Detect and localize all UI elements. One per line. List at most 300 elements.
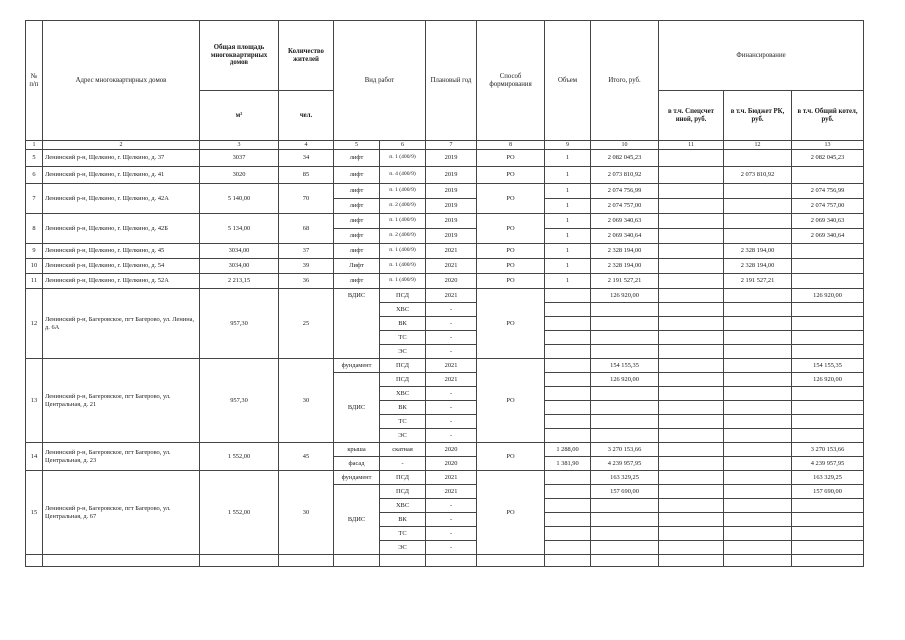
row-work: лифт bbox=[334, 184, 380, 199]
row-work: лифт bbox=[334, 274, 380, 289]
row-fin-budget: 2 073 810,92 bbox=[724, 167, 792, 184]
header-fin-common: в т.ч. Общий котел, руб. bbox=[792, 91, 864, 141]
row-address: Ленинский р-н, Щелкино, г. Щелкино, д. 37 bbox=[43, 150, 200, 167]
row-year: 2021 bbox=[426, 259, 477, 274]
row-volume: 1 bbox=[545, 184, 591, 199]
row-volume: 1 288,00 bbox=[545, 443, 591, 457]
row-fin-common bbox=[792, 303, 864, 317]
row-work-detail: ХВС bbox=[380, 499, 426, 513]
row-fin-special bbox=[659, 415, 724, 429]
row-fin-common: 2 069 340,64 bbox=[792, 229, 864, 244]
row-volume: 1 381,90 bbox=[545, 457, 591, 471]
row-total bbox=[591, 513, 659, 527]
row-fin-common bbox=[792, 244, 864, 259]
row-number: 13 bbox=[26, 359, 43, 443]
row-fin-special bbox=[659, 387, 724, 401]
row-work-detail: ВК bbox=[380, 513, 426, 527]
row-volume: 1 bbox=[545, 214, 591, 229]
row-fin-budget bbox=[724, 387, 792, 401]
row-total: 2 073 810,92 bbox=[591, 167, 659, 184]
header-formation-method: Способ формирования bbox=[477, 21, 545, 141]
row-fin-budget bbox=[724, 499, 792, 513]
row-work-detail: ПСД bbox=[380, 289, 426, 303]
row-number: 7 bbox=[26, 184, 43, 214]
header-fin-special: в т.ч. Спецсчет иной, руб. bbox=[659, 91, 724, 141]
table-row bbox=[26, 244, 864, 259]
col-number: 8 bbox=[477, 141, 545, 150]
row-number: 5 bbox=[26, 150, 43, 167]
row-year: 2021 bbox=[426, 359, 477, 373]
row-year: - bbox=[426, 541, 477, 555]
row-fin-common: 4 239 957,95 bbox=[792, 457, 864, 471]
row-volume: 1 bbox=[545, 229, 591, 244]
row-fin-special bbox=[659, 401, 724, 415]
row-volume bbox=[545, 345, 591, 359]
row-volume bbox=[545, 387, 591, 401]
row-total bbox=[591, 387, 659, 401]
row-year: - bbox=[426, 429, 477, 443]
row-year: - bbox=[426, 401, 477, 415]
row-residents: 70 bbox=[279, 184, 334, 214]
row-work-detail: ПСД bbox=[380, 485, 426, 499]
row-volume bbox=[545, 317, 591, 331]
row-work: лифт bbox=[334, 244, 380, 259]
row-volume bbox=[545, 359, 591, 373]
row-fin-budget bbox=[724, 184, 792, 199]
header-fin-budget: в т.ч. Бюджет РК, руб. bbox=[724, 91, 792, 141]
row-residents: 39 bbox=[279, 259, 334, 274]
row-year: 2021 bbox=[426, 471, 477, 485]
row-fin-special bbox=[659, 259, 724, 274]
row-year: 2021 bbox=[426, 289, 477, 303]
row-fin-budget bbox=[724, 415, 792, 429]
row-volume: 1 bbox=[545, 150, 591, 167]
row-fin-budget bbox=[724, 345, 792, 359]
row-work-detail: ПСД bbox=[380, 359, 426, 373]
row-work-detail: ТС bbox=[380, 331, 426, 345]
row-address: Ленинский р-н, Щелкино, г. Щелкино, д. 52А bbox=[43, 274, 200, 289]
col-number: 3 bbox=[200, 141, 279, 150]
column-numbers-row bbox=[26, 141, 864, 150]
row-address: Ленинский р-н, Багеровское, пгт Багерово, ул. Центральная, д. 67 bbox=[43, 471, 200, 555]
row-volume: 1 bbox=[545, 199, 591, 214]
row-fin-budget bbox=[724, 471, 792, 485]
row-fin-common bbox=[792, 331, 864, 345]
row-work: ВДИС bbox=[334, 289, 380, 359]
row-work-detail: ХВС bbox=[380, 303, 426, 317]
row-residents: 37 bbox=[279, 244, 334, 259]
row-volume bbox=[545, 429, 591, 443]
row-year: 2019 bbox=[426, 150, 477, 167]
row-residents: 30 bbox=[279, 471, 334, 555]
row-fin-budget bbox=[724, 199, 792, 214]
row-year: 2020 bbox=[426, 274, 477, 289]
row-year: - bbox=[426, 513, 477, 527]
row-total: 2 074 757,00 bbox=[591, 199, 659, 214]
table-row bbox=[26, 359, 864, 373]
row-total: 2 074 756,99 bbox=[591, 184, 659, 199]
row-method: РО bbox=[477, 244, 545, 259]
row-method: РО bbox=[477, 184, 545, 214]
row-work-detail: п. 1 (400/9) bbox=[380, 259, 426, 274]
row-fin-special bbox=[659, 513, 724, 527]
row-area: 957,30 bbox=[200, 359, 279, 443]
col-number: 5 bbox=[334, 141, 380, 150]
table-row bbox=[26, 150, 864, 167]
table-row bbox=[26, 555, 864, 567]
row-fin-budget bbox=[724, 429, 792, 443]
row-work-detail: п. 1 (400/9) bbox=[380, 274, 426, 289]
row-work-detail: ПСД bbox=[380, 373, 426, 387]
row-method: РО bbox=[477, 150, 545, 167]
row-fin-common: 2 074 757,00 bbox=[792, 199, 864, 214]
row-fin-common bbox=[792, 345, 864, 359]
row-work: лифт bbox=[334, 150, 380, 167]
row-year: - bbox=[426, 387, 477, 401]
row-volume bbox=[545, 401, 591, 415]
row-year: - bbox=[426, 303, 477, 317]
header-work-type: Вид работ bbox=[334, 21, 426, 141]
row-work: лифт bbox=[334, 214, 380, 229]
row-fin-special bbox=[659, 499, 724, 513]
row-fin-special bbox=[659, 457, 724, 471]
unit-area: м² bbox=[200, 91, 279, 141]
row-area: 1 552,00 bbox=[200, 443, 279, 471]
header-plan-year: Плановый год bbox=[426, 21, 477, 141]
row-fin-special bbox=[659, 541, 724, 555]
row-fin-budget bbox=[724, 443, 792, 457]
row-fin-common bbox=[792, 387, 864, 401]
row-work-detail: ЭС bbox=[380, 345, 426, 359]
row-total bbox=[591, 345, 659, 359]
row-total: 154 155,35 bbox=[591, 359, 659, 373]
row-fin-budget bbox=[724, 317, 792, 331]
row-total bbox=[591, 331, 659, 345]
row-work: лифт bbox=[334, 167, 380, 184]
row-work: крыша bbox=[334, 443, 380, 457]
row-fin-budget bbox=[724, 541, 792, 555]
row-fin-common: 2 074 756,99 bbox=[792, 184, 864, 199]
row-volume bbox=[545, 289, 591, 303]
row-number: 8 bbox=[26, 214, 43, 244]
col-number: 4 bbox=[279, 141, 334, 150]
housing-repair-table bbox=[25, 20, 864, 567]
row-fin-budget bbox=[724, 485, 792, 499]
row-method: РО bbox=[477, 443, 545, 471]
header-volume: Объем bbox=[545, 21, 591, 141]
row-fin-budget bbox=[724, 457, 792, 471]
col-number: 11 bbox=[659, 141, 724, 150]
row-residents: 36 bbox=[279, 274, 334, 289]
row-method: РО bbox=[477, 214, 545, 244]
row-fin-common: 157 690,00 bbox=[792, 485, 864, 499]
row-residents: 85 bbox=[279, 167, 334, 184]
row-volume bbox=[545, 541, 591, 555]
header-address: Адрес многоквартирных домов bbox=[43, 21, 200, 141]
row-address: Ленинский р-н, Багеровское, пгт Багерово, ул. Ленина, д. 6А bbox=[43, 289, 200, 359]
row-year: 2019 bbox=[426, 199, 477, 214]
row-fin-special bbox=[659, 167, 724, 184]
row-work-detail: п. 1 (400/9) bbox=[380, 214, 426, 229]
col-number: 10 bbox=[591, 141, 659, 150]
row-fin-special bbox=[659, 527, 724, 541]
row-address: Ленинский р-н, Щелкино, г. Щелкино, д. 45 bbox=[43, 244, 200, 259]
row-number: 9 bbox=[26, 244, 43, 259]
row-work: ВДИС bbox=[334, 373, 380, 443]
row-number: 14 bbox=[26, 443, 43, 471]
row-total: 2 328 194,00 bbox=[591, 259, 659, 274]
row-volume bbox=[545, 303, 591, 317]
row-area: 1 552,00 bbox=[200, 471, 279, 555]
row-total bbox=[591, 303, 659, 317]
row-year: 2021 bbox=[426, 485, 477, 499]
row-total: 3 270 153,66 bbox=[591, 443, 659, 457]
row-total: 126 920,00 bbox=[591, 289, 659, 303]
row-method: РО bbox=[477, 471, 545, 555]
row-fin-common: 154 155,35 bbox=[792, 359, 864, 373]
row-area: 957,30 bbox=[200, 289, 279, 359]
row-fin-budget bbox=[724, 229, 792, 244]
row-fin-special bbox=[659, 289, 724, 303]
row-work-detail: п. 2 (400/9) bbox=[380, 199, 426, 214]
header-residents: Количество жителей bbox=[279, 21, 334, 91]
row-work-detail: п. 1 (400/9) bbox=[380, 184, 426, 199]
row-area: 3037 bbox=[200, 150, 279, 167]
row-fin-budget: 2 191 527,21 bbox=[724, 274, 792, 289]
row-fin-budget bbox=[724, 401, 792, 415]
row-fin-common bbox=[792, 415, 864, 429]
row-fin-common bbox=[792, 541, 864, 555]
col-number: 13 bbox=[792, 141, 864, 150]
row-volume bbox=[545, 527, 591, 541]
row-number: 15 bbox=[26, 471, 43, 555]
row-year: - bbox=[426, 527, 477, 541]
row-fin-common bbox=[792, 401, 864, 415]
row-work: фундамент bbox=[334, 471, 380, 485]
row-address: Ленинский р-н, Багеровское, пгт Багерово, ул. Центральная, д. 23 bbox=[43, 443, 200, 471]
row-volume bbox=[545, 415, 591, 429]
row-fin-common: 126 920,00 bbox=[792, 289, 864, 303]
row-fin-special bbox=[659, 373, 724, 387]
row-fin-common: 2 069 340,63 bbox=[792, 214, 864, 229]
row-total: 126 920,00 bbox=[591, 373, 659, 387]
row-fin-budget bbox=[724, 214, 792, 229]
row-work-detail: п. 4 (400/9) bbox=[380, 167, 426, 184]
col-number: 7 bbox=[426, 141, 477, 150]
row-year: 2019 bbox=[426, 167, 477, 184]
row-fin-common bbox=[792, 513, 864, 527]
row-number: 12 bbox=[26, 289, 43, 359]
row-fin-special bbox=[659, 274, 724, 289]
row-work-detail: ВК bbox=[380, 317, 426, 331]
row-fin-common: 2 082 045,23 bbox=[792, 150, 864, 167]
row-fin-budget: 2 328 194,00 bbox=[724, 259, 792, 274]
col-number: 9 bbox=[545, 141, 591, 150]
row-total bbox=[591, 429, 659, 443]
row-fin-common bbox=[792, 499, 864, 513]
row-fin-common bbox=[792, 167, 864, 184]
row-fin-budget bbox=[724, 373, 792, 387]
row-work: лифт bbox=[334, 229, 380, 244]
row-fin-budget bbox=[724, 331, 792, 345]
row-year: - bbox=[426, 317, 477, 331]
row-year: 2019 bbox=[426, 184, 477, 199]
row-fin-special bbox=[659, 345, 724, 359]
row-address: Ленинский р-н, Щелкино, г. Щелкино, д. 54 bbox=[43, 259, 200, 274]
row-fin-common bbox=[792, 274, 864, 289]
row-fin-special bbox=[659, 331, 724, 345]
row-fin-common bbox=[792, 317, 864, 331]
document-page bbox=[25, 20, 863, 567]
row-total: 163 329,25 bbox=[591, 471, 659, 485]
row-volume bbox=[545, 513, 591, 527]
row-volume bbox=[545, 331, 591, 345]
row-volume: 1 bbox=[545, 259, 591, 274]
row-address: Ленинский р-н, Щелкино, г. Щелкино, д. 42А bbox=[43, 184, 200, 214]
row-area: 5 140,00 bbox=[200, 184, 279, 214]
row-volume bbox=[545, 499, 591, 513]
row-year: - bbox=[426, 499, 477, 513]
row-number: 11 bbox=[26, 274, 43, 289]
row-residents: 68 bbox=[279, 214, 334, 244]
row-year: 2021 bbox=[426, 373, 477, 387]
col-number: 6 bbox=[380, 141, 426, 150]
row-volume: 1 bbox=[545, 274, 591, 289]
row-work-detail: ХВС bbox=[380, 387, 426, 401]
table-row bbox=[26, 471, 864, 485]
row-total: 2 069 340,63 bbox=[591, 214, 659, 229]
table-row bbox=[26, 443, 864, 457]
row-work-detail: ЭС bbox=[380, 541, 426, 555]
row-number: 10 bbox=[26, 259, 43, 274]
table-row bbox=[26, 214, 864, 229]
row-fin-common: 163 329,25 bbox=[792, 471, 864, 485]
row-year: - bbox=[426, 345, 477, 359]
row-fin-special bbox=[659, 229, 724, 244]
row-year: 2020 bbox=[426, 457, 477, 471]
row-work-detail: скатная bbox=[380, 443, 426, 457]
row-fin-special bbox=[659, 443, 724, 457]
row-residents: 45 bbox=[279, 443, 334, 471]
row-fin-special bbox=[659, 471, 724, 485]
row-work: лифт bbox=[334, 199, 380, 214]
row-volume bbox=[545, 485, 591, 499]
row-total bbox=[591, 541, 659, 555]
row-fin-special bbox=[659, 485, 724, 499]
table-row bbox=[26, 274, 864, 289]
row-area: 3034,00 bbox=[200, 259, 279, 274]
header-row-num: № п/п bbox=[26, 21, 43, 141]
row-total bbox=[591, 415, 659, 429]
row-fin-common: 3 270 153,66 bbox=[792, 443, 864, 457]
row-residents: 34 bbox=[279, 150, 334, 167]
row-total bbox=[591, 401, 659, 415]
row-residents: 25 bbox=[279, 289, 334, 359]
row-fin-special bbox=[659, 317, 724, 331]
row-total bbox=[591, 317, 659, 331]
table-row bbox=[26, 289, 864, 303]
table-row bbox=[26, 167, 864, 184]
table-row bbox=[26, 184, 864, 199]
header-total: Итого, руб. bbox=[591, 21, 659, 141]
row-work: ВДИС bbox=[334, 485, 380, 555]
row-fin-common bbox=[792, 527, 864, 541]
row-method: РО bbox=[477, 259, 545, 274]
row-work-detail: ПСД bbox=[380, 471, 426, 485]
row-total: 157 690,00 bbox=[591, 485, 659, 499]
row-fin-special bbox=[659, 199, 724, 214]
row-fin-special bbox=[659, 244, 724, 259]
row-work-detail: п. 2 (400/9) bbox=[380, 229, 426, 244]
row-work-detail: - bbox=[380, 457, 426, 471]
row-work-detail: п. 1 (400/9) bbox=[380, 244, 426, 259]
row-fin-budget bbox=[724, 289, 792, 303]
row-fin-common: 126 920,00 bbox=[792, 373, 864, 387]
row-fin-budget bbox=[724, 513, 792, 527]
row-volume bbox=[545, 373, 591, 387]
row-fin-common bbox=[792, 429, 864, 443]
row-fin-common bbox=[792, 259, 864, 274]
row-total: 4 239 957,95 bbox=[591, 457, 659, 471]
row-fin-budget bbox=[724, 359, 792, 373]
row-fin-budget bbox=[724, 527, 792, 541]
row-total: 2 191 527,21 bbox=[591, 274, 659, 289]
row-method: РО bbox=[477, 167, 545, 184]
row-year: 2020 bbox=[426, 443, 477, 457]
row-address: Ленинский р-н, Багеровское, пгт Багерово, ул. Центральная, д. 21 bbox=[43, 359, 200, 443]
row-year: 2019 bbox=[426, 229, 477, 244]
row-fin-budget bbox=[724, 150, 792, 167]
col-number: 2 bbox=[43, 141, 200, 150]
row-work: Лифт bbox=[334, 259, 380, 274]
row-total: 2 069 340,64 bbox=[591, 229, 659, 244]
row-fin-special bbox=[659, 214, 724, 229]
row-area: 3020 bbox=[200, 167, 279, 184]
col-number: 12 bbox=[724, 141, 792, 150]
row-work-detail: ТС bbox=[380, 527, 426, 541]
table-row bbox=[26, 259, 864, 274]
row-work: фундамент bbox=[334, 359, 380, 373]
row-area: 3034,00 bbox=[200, 244, 279, 259]
row-year: - bbox=[426, 331, 477, 345]
row-residents: 30 bbox=[279, 359, 334, 443]
row-fin-special bbox=[659, 359, 724, 373]
row-fin-special bbox=[659, 303, 724, 317]
row-work-detail: ЭС bbox=[380, 429, 426, 443]
row-fin-special bbox=[659, 184, 724, 199]
row-work-detail: п. 1 (400/9) bbox=[380, 150, 426, 167]
row-volume bbox=[545, 471, 591, 485]
row-fin-budget bbox=[724, 303, 792, 317]
row-area: 2 213,15 bbox=[200, 274, 279, 289]
row-total bbox=[591, 499, 659, 513]
row-work: фасад bbox=[334, 457, 380, 471]
row-area: 5 134,00 bbox=[200, 214, 279, 244]
header-financing: Финансирование bbox=[659, 21, 864, 91]
row-work-detail: ВК bbox=[380, 401, 426, 415]
row-year: - bbox=[426, 415, 477, 429]
row-total: 2 082 045,23 bbox=[591, 150, 659, 167]
row-volume: 1 bbox=[545, 244, 591, 259]
row-total bbox=[591, 527, 659, 541]
row-method: РО bbox=[477, 289, 545, 359]
row-total: 2 328 194,00 bbox=[591, 244, 659, 259]
row-volume: 1 bbox=[545, 167, 591, 184]
row-address: Ленинский р-н, Щелкино, г. Щелкино, д. 41 bbox=[43, 167, 200, 184]
row-number: 6 bbox=[26, 167, 43, 184]
row-fin-special bbox=[659, 429, 724, 443]
row-address: Ленинский р-н, Щелкино, г. Щелкино, д. 42Б bbox=[43, 214, 200, 244]
